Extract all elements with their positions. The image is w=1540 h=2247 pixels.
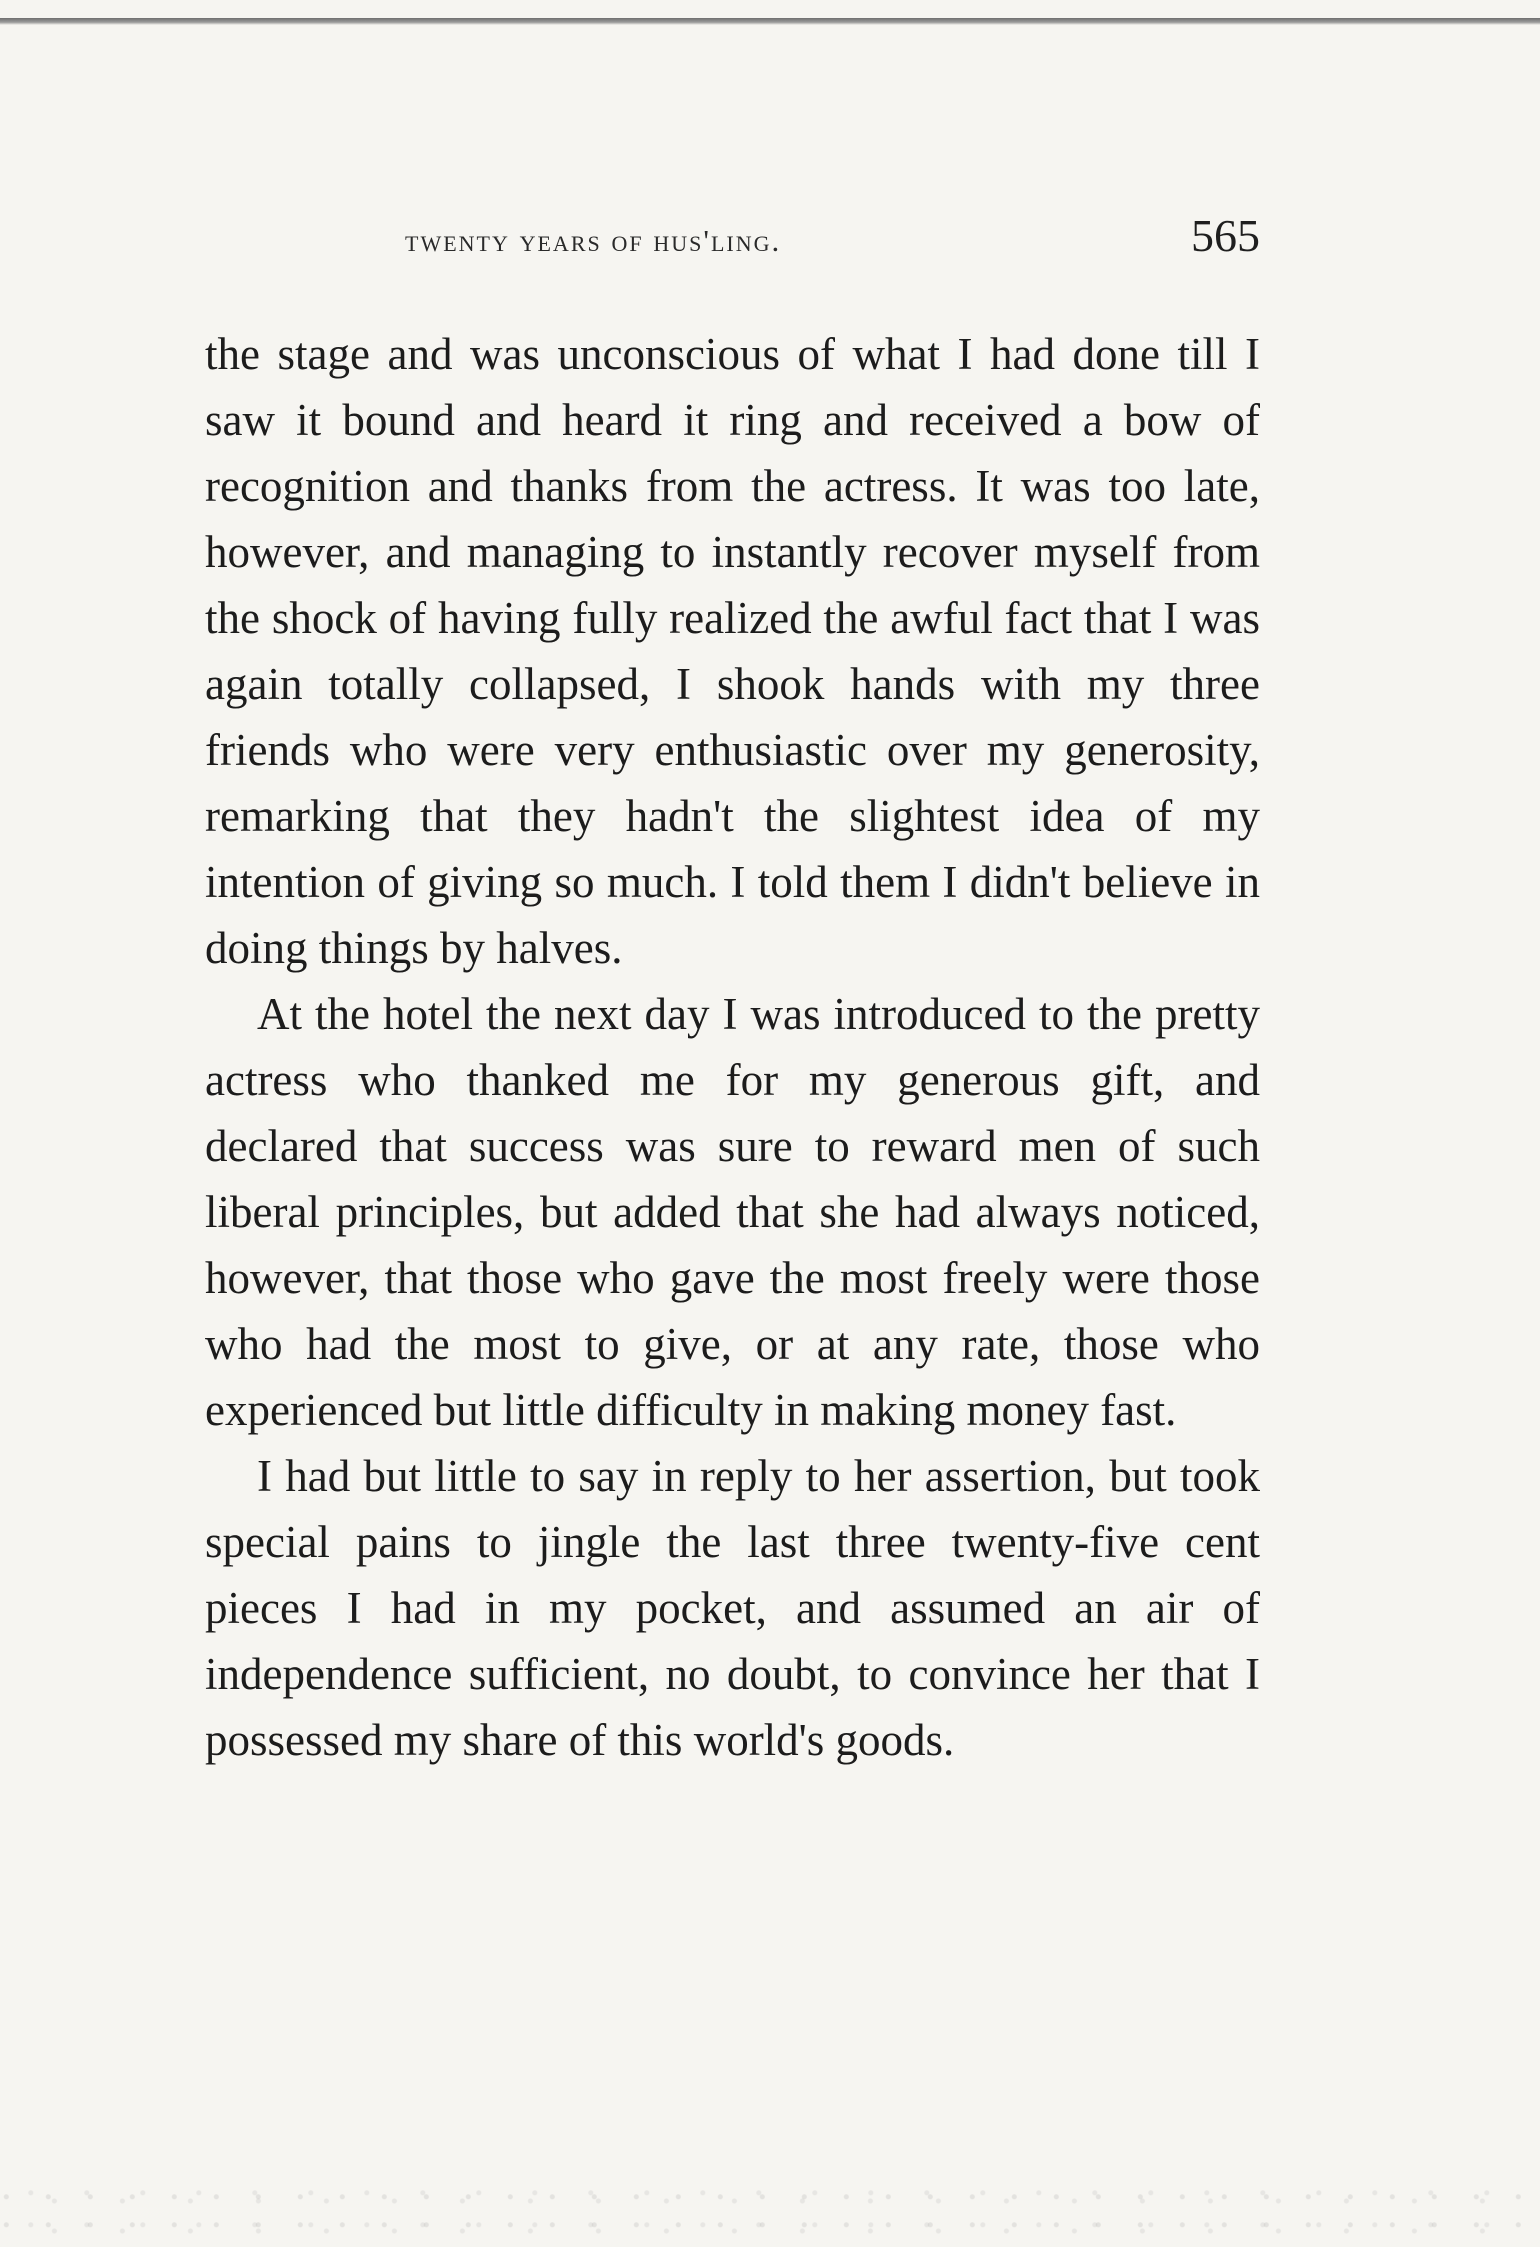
paragraph-2: At the hotel the next day I was introduced to the pretty actress who thanked me for my generous gift, and declared that success was sure to reward men of such liberal principles, but added that she had always noticed, however, that those who gave the most freely were those who had the most to give, or at any rate, those who experienced but little difficulty in making money fast.	[205, 989, 1260, 1435]
page-number: 565	[1191, 210, 1260, 261]
running-head	[205, 205, 1260, 269]
book-page	[205, 205, 1260, 1773]
paragraph-3: I had but little to say in reply to her assertion, but took special pains to jingle the last three twenty-five cent pieces I had in my pocket, and assumed an air of independence sufficient, no doubt, to convince her that I possessed my share of this world's goods.	[205, 1451, 1260, 1765]
page-top-edge	[0, 18, 1540, 25]
paragraph-1: the stage and was unconscious of what I had done till I saw it bound and heard it ring and received a bow of recognition and thanks from the actress. It was too late, however, and managing to instantly recover myself from the shock of having fully realized the awful fact that I was again totally collapsed, I shook hands with my three friends who were very enthusiastic over my generosity, remarking that they hadn't the slightest idea of my intention of giving so much. I told them I didn't believe in doing things by halves.	[205, 329, 1260, 973]
scan-noise	[0, 2180, 1540, 2247]
running-title: twenty years of hus'ling.	[405, 223, 782, 258]
body-text	[205, 321, 1260, 1773]
